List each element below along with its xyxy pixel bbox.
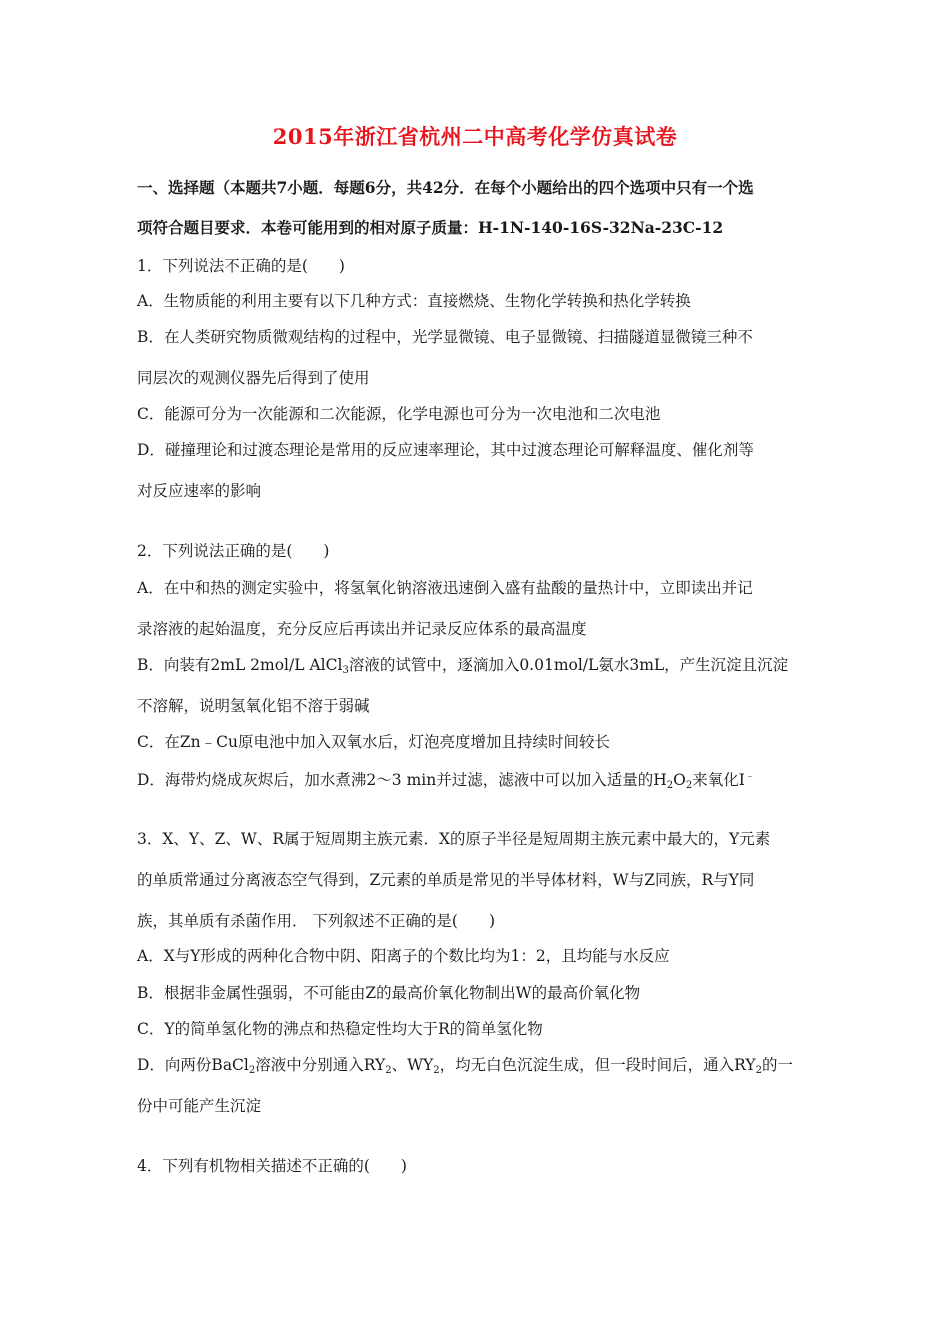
question-2-option-a-line-2: 录溶液的起始温度，充分反应后再读出并记录反应体系的最高温度 — [137, 620, 587, 638]
question-2-option-a-line-1: A．在中和热的测定实验中，将氢氧化钠溶液迅速倒入盛有盐酸的量热计中，立即读出并记 — [137, 579, 753, 597]
text-run: D．向两份BaCl — [137, 1056, 249, 1074]
question-2-stem: 2．下列说法正确的是( ) — [137, 542, 330, 560]
question-3-stem-line-2: 的单质常通过分离液态空气得到，Z元素的单质是常见的半导体材料，W与Z同族，R与Y同 — [137, 871, 755, 889]
text-run: B．向装有2mL 2mol/L AlCl — [137, 656, 343, 674]
question-3-option-a: A．X与Y形成的两种化合物中阴、阳离子的个数比均为1：2，且均能与水反应 — [137, 947, 670, 965]
subscript: 2 — [685, 780, 693, 791]
section-heading-line-2: 项符合题目要求．本卷可能用到的相对原子质量：H-1N-140-16S-32Na-23C-12 — [137, 218, 724, 237]
question-3-option-c: C．Y的简单氢化物的沸点和热稳定性均大于R的简单氢化物 — [137, 1020, 543, 1038]
question-3-option-d-line-2: 份中可能产生沉淀 — [137, 1097, 262, 1115]
question-2-option-b-line-2: 不溶解，说明氢氧化铝不溶于弱碱 — [137, 697, 370, 715]
subscript: 2 — [433, 1065, 440, 1076]
text-run: 、WY — [391, 1056, 434, 1074]
text-run: D．海带灼烧成灰烬后，加水煮沸2～3 min并过滤，滤液中可以加入适量的H — [137, 771, 667, 789]
question-2-option-c: C．在Zn﹣Cu原电池中加入双氧水后，灯泡亮度增加且持续时间较长 — [137, 733, 610, 751]
text-run: 的一 — [761, 1056, 793, 1074]
subscript: 2 — [666, 780, 674, 791]
question-3-option-b: B．根据非金属性强弱，不可能由Z的最高价氧化物制出W的最高价氧化物 — [137, 984, 641, 1002]
text-run: ，均无白色沉淀生成，但一段时间后，通入RY — [439, 1056, 756, 1074]
text-run: O — [673, 771, 686, 789]
question-1-option-d-line-2: 对反应速率的影响 — [137, 482, 262, 500]
text-run: 来氧化I — [692, 771, 745, 789]
subscript: 2 — [755, 1065, 762, 1076]
question-3-option-d-line-1 — [137, 1055, 793, 1081]
question-4-stem: 4．下列有机物相关描述不正确的( ) — [137, 1157, 407, 1175]
question-3-stem-line-3: 族，其单质有杀菌作用． 下列叙述不正确的是( ) — [137, 912, 496, 930]
subscript: 2 — [385, 1065, 392, 1076]
question-1-option-b-line-2: 同层次的观测仪器先后得到了使用 — [137, 369, 370, 387]
question-1-stem: 1．下列说法不正确的是( ) — [137, 257, 345, 275]
question-1-option-b-line-1: B．在人类研究物质微观结构的过程中，光学显微镜、电子显微镜、扫描隧道显微镜三种不 — [137, 328, 753, 346]
text-run: 溶液的试管中，逐滴加入0.01mol/L氨水3mL，产生沉淀且沉淀 — [348, 656, 789, 674]
subscript: 3 — [342, 665, 349, 676]
question-3-stem-line-1: 3．X、Y、Z、W、R属于短周期主族元素．X的原子半径是短周期主族元素中最大的，Y元素 — [137, 830, 771, 848]
question-2-option-b-line-1 — [137, 655, 788, 681]
question-2-option-d — [137, 767, 755, 796]
subscript: 2 — [248, 1065, 256, 1076]
exam-title: 2015年浙江省杭州二中高考化学仿真试卷 — [272, 124, 678, 149]
section-heading-line-1: 一、选择题（本题共7小题．每题6分，共42分．在每个小题给出的四个选项中只有一个选 — [137, 178, 754, 197]
text-run: 溶液中分别通入RY — [255, 1056, 386, 1074]
question-1-option-c: C．能源可分为一次能源和二次能源，化学电源也可分为一次电池和二次电池 — [137, 405, 661, 423]
superscript: ﹣ — [744, 771, 755, 782]
question-1-option-a: A．生物质能的利用主要有以下几种方式：直接燃烧、生物化学转换和热化学转换 — [137, 292, 691, 310]
question-1-option-d-line-1: D．碰撞理论和过渡态理论是常用的反应速率理论，其中过渡态理论可解释温度、催化剂等 — [137, 441, 754, 459]
